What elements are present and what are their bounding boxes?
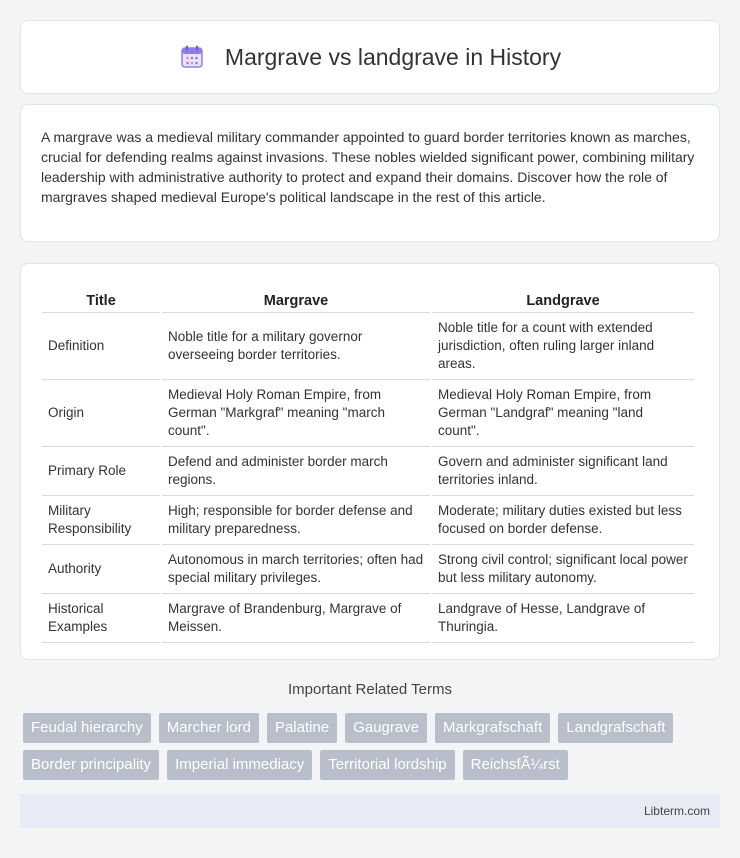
row-label: Authority xyxy=(42,545,160,594)
related-term-tag[interactable]: Palatine xyxy=(267,713,337,743)
table-row xyxy=(42,380,694,447)
comparison-table-card xyxy=(20,263,720,660)
related-term-tag[interactable]: Marcher lord xyxy=(159,713,259,743)
table-row xyxy=(42,594,694,643)
calendar-icon xyxy=(179,44,205,70)
footer-site-link[interactable]: Libterm.com xyxy=(643,804,710,818)
table-header-row xyxy=(42,284,694,313)
header-card xyxy=(20,20,720,94)
margrave-cell: Noble title for a military governor overseeing border territories. xyxy=(162,313,430,380)
margrave-cell: Defend and administer border march regions. xyxy=(162,447,430,496)
margrave-cell: Autonomous in march territories; often had special military privileges. xyxy=(162,545,430,594)
landgrave-cell: Medieval Holy Roman Empire, from German "Landgraf" meaning "land count". xyxy=(432,380,694,447)
related-term-tag[interactable]: Gaugrave xyxy=(345,713,427,743)
page-title: Margrave vs landgrave in History xyxy=(224,43,562,70)
row-label: Historical Examples xyxy=(42,594,160,643)
landgrave-cell: Noble title for a count with extended jurisdiction, often ruling larger inland areas. xyxy=(432,313,694,380)
intro-text: A margrave was a medieval military commander appointed to guard border territories known as marches, crucial for defending realms against invasions. These nobles wielded significant power, combining military leadership with administrative authority to protect and expand their domains. Discover how the role of margraves shaped medieval Europe's political landscape in the rest of this article. xyxy=(41,129,695,205)
landgrave-cell: Landgrave of Hesse, Landgrave of Thuringia. xyxy=(432,594,694,643)
table-row xyxy=(42,496,694,545)
row-label: Definition xyxy=(42,313,160,380)
table-row xyxy=(42,313,694,380)
table-row xyxy=(42,447,694,496)
related-term-tag[interactable]: Border principality xyxy=(23,750,159,780)
table-row xyxy=(42,545,694,594)
column-header-title: Title xyxy=(42,284,160,313)
comparison-table xyxy=(40,284,696,643)
landgrave-cell: Moderate; military duties existed but less focused on border defense. xyxy=(432,496,694,545)
related-term-tag[interactable]: Landgrafschaft xyxy=(558,713,673,743)
margrave-cell: Margrave of Brandenburg, Margrave of Meissen. xyxy=(162,594,430,643)
row-label: Primary Role xyxy=(42,447,160,496)
related-term-tag[interactable]: Feudal hierarchy xyxy=(23,713,151,743)
column-header-margrave: Margrave xyxy=(162,284,430,313)
related-term-tag[interactable]: Territorial lordship xyxy=(320,750,454,780)
related-terms-list xyxy=(23,713,713,780)
margrave-cell: High; responsible for border defense and military preparedness. xyxy=(162,496,430,545)
row-label: Military Responsibility xyxy=(42,496,160,545)
related-term-tag[interactable]: Markgrafschaft xyxy=(435,713,550,743)
column-header-landgrave: Landgrave xyxy=(432,284,694,313)
related-term-tag[interactable]: ReichsfÃ¼rst xyxy=(463,750,568,780)
row-label: Origin xyxy=(42,380,160,447)
intro-card xyxy=(20,104,720,242)
landgrave-cell: Strong civil control; significant local power but less military autonomy. xyxy=(432,545,694,594)
related-terms-title: Important Related Terms xyxy=(288,681,452,698)
related-term-tag[interactable]: Imperial immediacy xyxy=(167,750,312,780)
margrave-cell: Medieval Holy Roman Empire, from German "Markgraf" meaning "march count". xyxy=(162,380,430,447)
landgrave-cell: Govern and administer significant land territories inland. xyxy=(432,447,694,496)
footer xyxy=(20,794,720,828)
